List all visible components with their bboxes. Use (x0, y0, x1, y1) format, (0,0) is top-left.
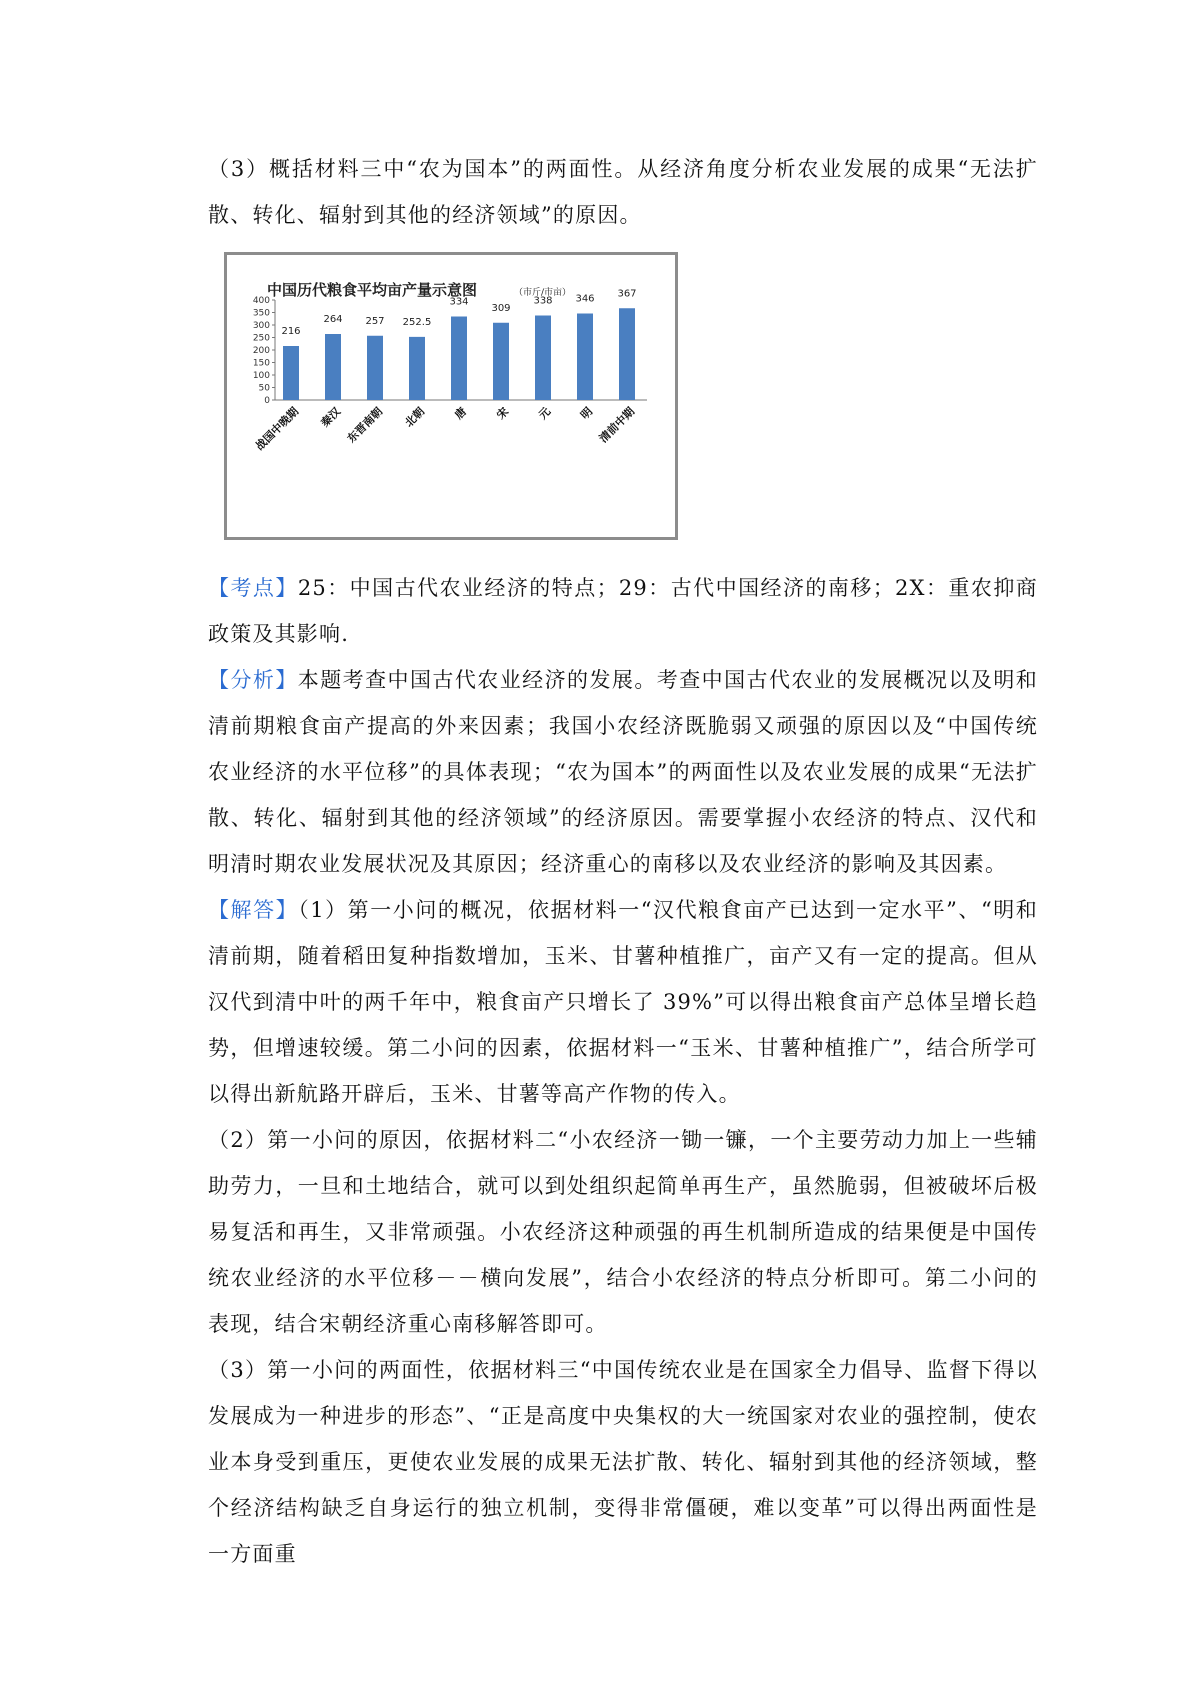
y-tick-label: 200 (252, 346, 270, 356)
jieda-section (208, 887, 1038, 1117)
kaodian-text: 25：中国古代农业经济的特点；29：古代中国经济的南移；2X：重农抑商政策及其影响. (208, 576, 1038, 646)
y-tick-label: 250 (252, 333, 270, 344)
bar-value-label: 264 (323, 314, 343, 325)
bar-value-label: 216 (281, 326, 301, 337)
x-category-label: 清前中期 (596, 404, 638, 446)
x-category-label: 东晋南朝 (344, 404, 386, 446)
y-tick-label: 50 (258, 383, 270, 394)
bars (281, 288, 636, 400)
bar-value-label: 334 (449, 296, 469, 308)
fenxi-text: 本题考查中国古代农业经济的发展。考查中国古代农业的发展概况以及明和清前期粮食亩产提高的外来因素；我国小农经济既脆弱又顽强的原因以及“中国传统农业经济的水平位移”的具体表现；“农为国本”的两面性以及农业发展的成果“无法扩散、转化、辐射到其他的经济领域”的经济原因。需要掌握小农经济的特点、汉代和明清时期农业发展状况及其原因；经济重心的南移以及农业经济的影响及其因素。 (208, 668, 1038, 876)
question-part3: （3）概括材料三中“农为国本”的两面性。从经济角度分析农业发展的成果“无法扩散、转化、辐射到其他的经济领域”的原因。 (208, 157, 1038, 227)
answer-part2: （2）第一小问的原因，依据材料二“小农经济一锄一镰，一个主要劳动力加上一些辅助劳力，一旦和土地结合，就可以到处组织起简单再生产，虽然脆弱，但被破坏后极易复活和再生，又非常顽强。小农经济这种顽强的再生机制所造成的结果便是中国传统农业经济的水平位移－－横向发展”，结合小农经济的特点分析即可。第二小问的表现，结合宋朝经济重心南移解答即可。 (208, 1128, 1038, 1336)
bar (283, 346, 299, 400)
bar-value-label: 367 (617, 288, 637, 300)
x-category-label: 元 (536, 404, 554, 422)
bar-value-label: 338 (533, 295, 553, 307)
bar-value-label: 309 (491, 302, 511, 314)
x-category-label: 秦汉 (318, 404, 344, 430)
fenxi-tag: 【分析】 (208, 668, 298, 692)
bar (325, 334, 341, 400)
chart-title: 中国历代粮食平均亩产量示意图 (267, 281, 478, 299)
x-category-label: 北朝 (402, 404, 428, 430)
chart-unit: （市斤/市亩） (514, 288, 572, 298)
y-tick-label: 350 (252, 308, 270, 319)
fenxi-section (208, 657, 1038, 887)
answer-part3: （3）第一小问的两面性，依据材料三“中国传统农业是在国家全力倡导、监督下得以发展成为一种进步的形态”、“正是高度中央集权的大一统国家对农业的强控制，使农业本身受到重压，更使农业发展的成果无法扩散、转化、辐射到其他的经济领域，整个经济结构缺乏自身运行的独立机制，变得非常僵硬，难以变革”可以得出两面性是一方面重 (208, 1358, 1038, 1566)
bar (367, 336, 383, 400)
kaodian-section (208, 565, 1038, 657)
x-category-label: 战国中晚期 (253, 404, 302, 454)
y-tick-label: 300 (252, 321, 270, 331)
jieda-text: （1）第一小问的概况，依据材料一“汉代粮食亩产已达到一定水平”、“明和清前期，随着稻田复种指数增加，玉米、甘薯种植推广，亩产又有一定的提高。但从汉代到清中叶的两千年中，粮食亩产只增长了 39%”可以得出粮食亩产总体呈增长趋势，但增速较缓。第二小问的因素，依据材料一“玉米、甘薯种植推广”，结合所学可以得出新航路开辟后，玉米、甘薯等高产作物的传入。 (208, 898, 1038, 1106)
y-tick-label: 0 (264, 396, 270, 406)
jieda-tag: 【解答】 (208, 898, 299, 922)
kaodian-tag: 【考点】 (208, 576, 298, 600)
y-tick-label: 400 (252, 296, 270, 306)
chart-canvas (227, 255, 675, 537)
x-axis-labels (252, 404, 637, 453)
y-tick-label: 150 (252, 358, 270, 369)
y-tick-label: 100 (252, 371, 270, 381)
bar-value-label: 257 (365, 315, 385, 327)
x-category-label: 唐 (452, 404, 470, 422)
bar (535, 316, 551, 401)
bar (493, 323, 509, 400)
bar (619, 308, 635, 400)
bar-value-label: 346 (575, 293, 595, 305)
bar-value-label: 252.5 (402, 316, 432, 328)
x-category-label: 明 (578, 404, 596, 422)
x-category-label: 宋 (494, 404, 512, 422)
bar (451, 317, 467, 401)
bar (409, 337, 425, 400)
grain-yield-chart (224, 252, 678, 540)
bar (577, 314, 593, 401)
